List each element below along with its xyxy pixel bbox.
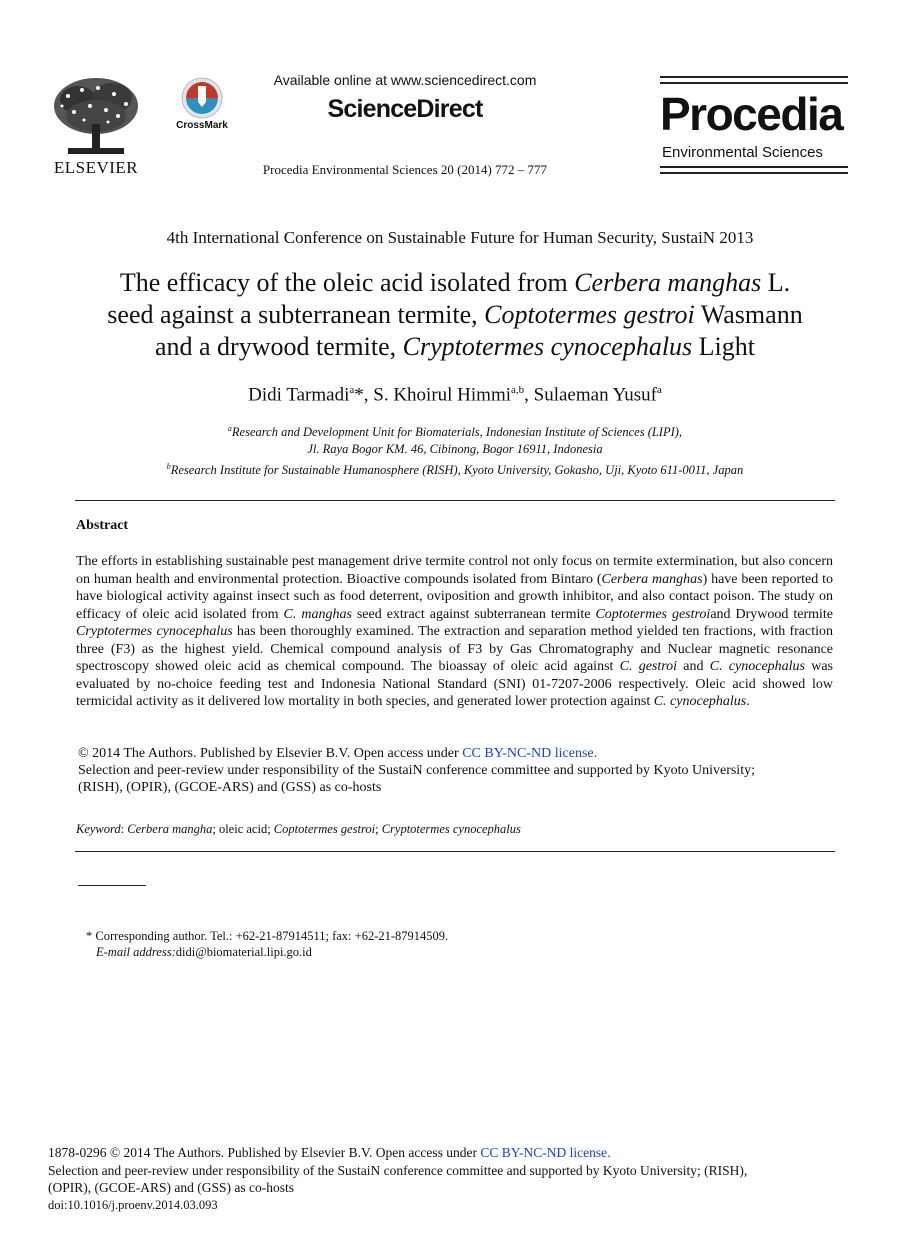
author-list: Didi Tarmadi$^a$*, S. Khoirul Himmi$^{a,b}$, Sulaeman Yusuf$^a$	[248, 384, 662, 406]
corresponding-author: * Corresponding author. Tel.: +62-21-87914511; fax: +62-21-87914509.	[86, 929, 449, 943]
keywords: Keyword: Cerbera mangha; oleic acid; Coptotermes gestroi; Cryptotermes cynocephalus	[76, 822, 521, 836]
copyright-block	[78, 745, 838, 796]
journal-reference: Procedia Environmental Sciences 20 (2014) 772 – 777	[262, 162, 548, 177]
affiliation-b: $^b$Research Institute for Sustainable Humanosphere (RISH), Kyoto University, Gokasho, Uji, Kyoto 611-0011, Japan	[166, 462, 744, 478]
available-online-text: Available online at www.sciencedirect.com	[273, 72, 537, 88]
email-line: E-mail address:didi@biomaterial.lipi.go.id	[96, 945, 312, 959]
author-himmi: , S. Khoirul Himmi	[363, 384, 512, 406]
procedia-bottom-rule-1	[660, 166, 848, 168]
elsevier-tree-icon	[48, 76, 144, 158]
divider-top	[75, 500, 835, 501]
crossmark-badge[interactable]	[172, 76, 232, 134]
title-line-2: seed against a subterranean termite, Coptotermes gestroi Wasmann	[107, 300, 803, 329]
author-yusuf: , Sulaeman Yusuf	[524, 384, 657, 406]
author-tarmadi: Didi Tarmadi	[248, 384, 350, 406]
abstract-body: The efforts in establishing sustainable pest management drive termite control not only focus on termite extermination, but also concern on human health and environmental protection. Bioactive compounds isolated from Bintaro (Cerbera manghas) have been reported to have biological activity against insect such as food deterrent, oviposition and growth inhibitor, and also contact poison. The study on efficacy of oleic acid isolated from C. manghas seed extract against subterranean termite Coptotermes gestroiand Drywood termite Cryptotermes cynocephalus has been thoroughly examined. The extraction and separation method yielded ten fractions, with fraction three (F3) as the highest yield. Chemical compound analysis of F3 by Gas Chromatography and Nuclear magnetic resonance spectroscopy showed oleic acid as chemical compound. The bioassay of oleic acid against C. gestroi and C. cynocephalus was evaluated by no-choice feeding test and Indonesia National Standard (SNI) 01-7207-2006 respectively. Oleic acid showed low termicidal activity as it delivered low mortality in both species, and generated lower protection against C. cynocephalus.	[76, 554, 834, 709]
elsevier-wordmark: ELSEVIER	[53, 158, 139, 177]
copyright-line-3: (RISH), (OPIR), (GCOE-ARS) and (GSS) as co-hosts	[78, 780, 382, 795]
elsevier-logo	[48, 76, 144, 176]
procedia-bottom-rule-2	[660, 172, 848, 174]
abstract-heading: Abstract	[76, 518, 129, 533]
affiliation-a-line2: Jl. Raya Bogor KM. 46, Cibinong, Bogor 16911, Indonesia	[307, 442, 603, 457]
title-line-1: The efficacy of the oleic acid isolated from Cerbera manghas L.	[119, 268, 791, 297]
footer-line-3: (OPIR), (GCOE-ARS) and (GSS) as co-hosts	[48, 1180, 294, 1195]
procedia-logo-subtitle: Environmental Sciences	[662, 144, 823, 161]
footer-line-1: 1878-0296 © 2014 The Authors. Published by Elsevier B.V. Open access under CC BY-NC-ND license.	[48, 1145, 611, 1160]
footer-line-2: Selection and peer-review under responsibility of the SustaiN conference committee and supported by Kyoto University; (RISH),	[48, 1162, 748, 1178]
procedia-top-rule-1	[660, 76, 848, 78]
doi[interactable]: doi:10.1016/j.proenv.2014.03.093	[48, 1197, 218, 1212]
title-line-3: and a drywood termite, Cryptotermes cynocephalus Light	[154, 332, 756, 361]
email-address[interactable]: didi@biomaterial.lipi.go.id	[175, 945, 312, 959]
conference-name: 4th International Conference on Sustainable Future for Human Security, SustaiN 2013	[166, 228, 754, 247]
footer-license-link[interactable]: CC BY-NC-ND license.	[480, 1145, 611, 1160]
divider-bottom	[75, 851, 835, 852]
affiliation-a-line1: $^a$Research and Development Unit for Biomaterials, Indonesian Institute of Sciences (LIPI),	[227, 424, 683, 440]
procedia-top-rule-2	[660, 82, 848, 84]
footnote	[86, 928, 686, 960]
license-link[interactable]: CC BY-NC-ND license.	[462, 746, 598, 761]
procedia-logo-title: Procedia	[660, 88, 843, 140]
crossmark-icon	[172, 76, 232, 120]
paper-title	[40, 267, 870, 363]
affiliations	[60, 420, 850, 479]
crossmark-label: CrossMark	[176, 120, 228, 131]
page-footer	[48, 1144, 848, 1214]
copyright-line-2: Selection and peer-review under responsibility of the SustaiN conference committee and supported by Kyoto University;	[78, 763, 755, 778]
copyright-line-1: © 2014 The Authors. Published by Elsevier B.V. Open access under CC BY-NC-ND license.	[78, 746, 598, 761]
sciencedirect-logo: ScienceDirect	[327, 95, 483, 123]
footnote-separator	[78, 885, 146, 886]
